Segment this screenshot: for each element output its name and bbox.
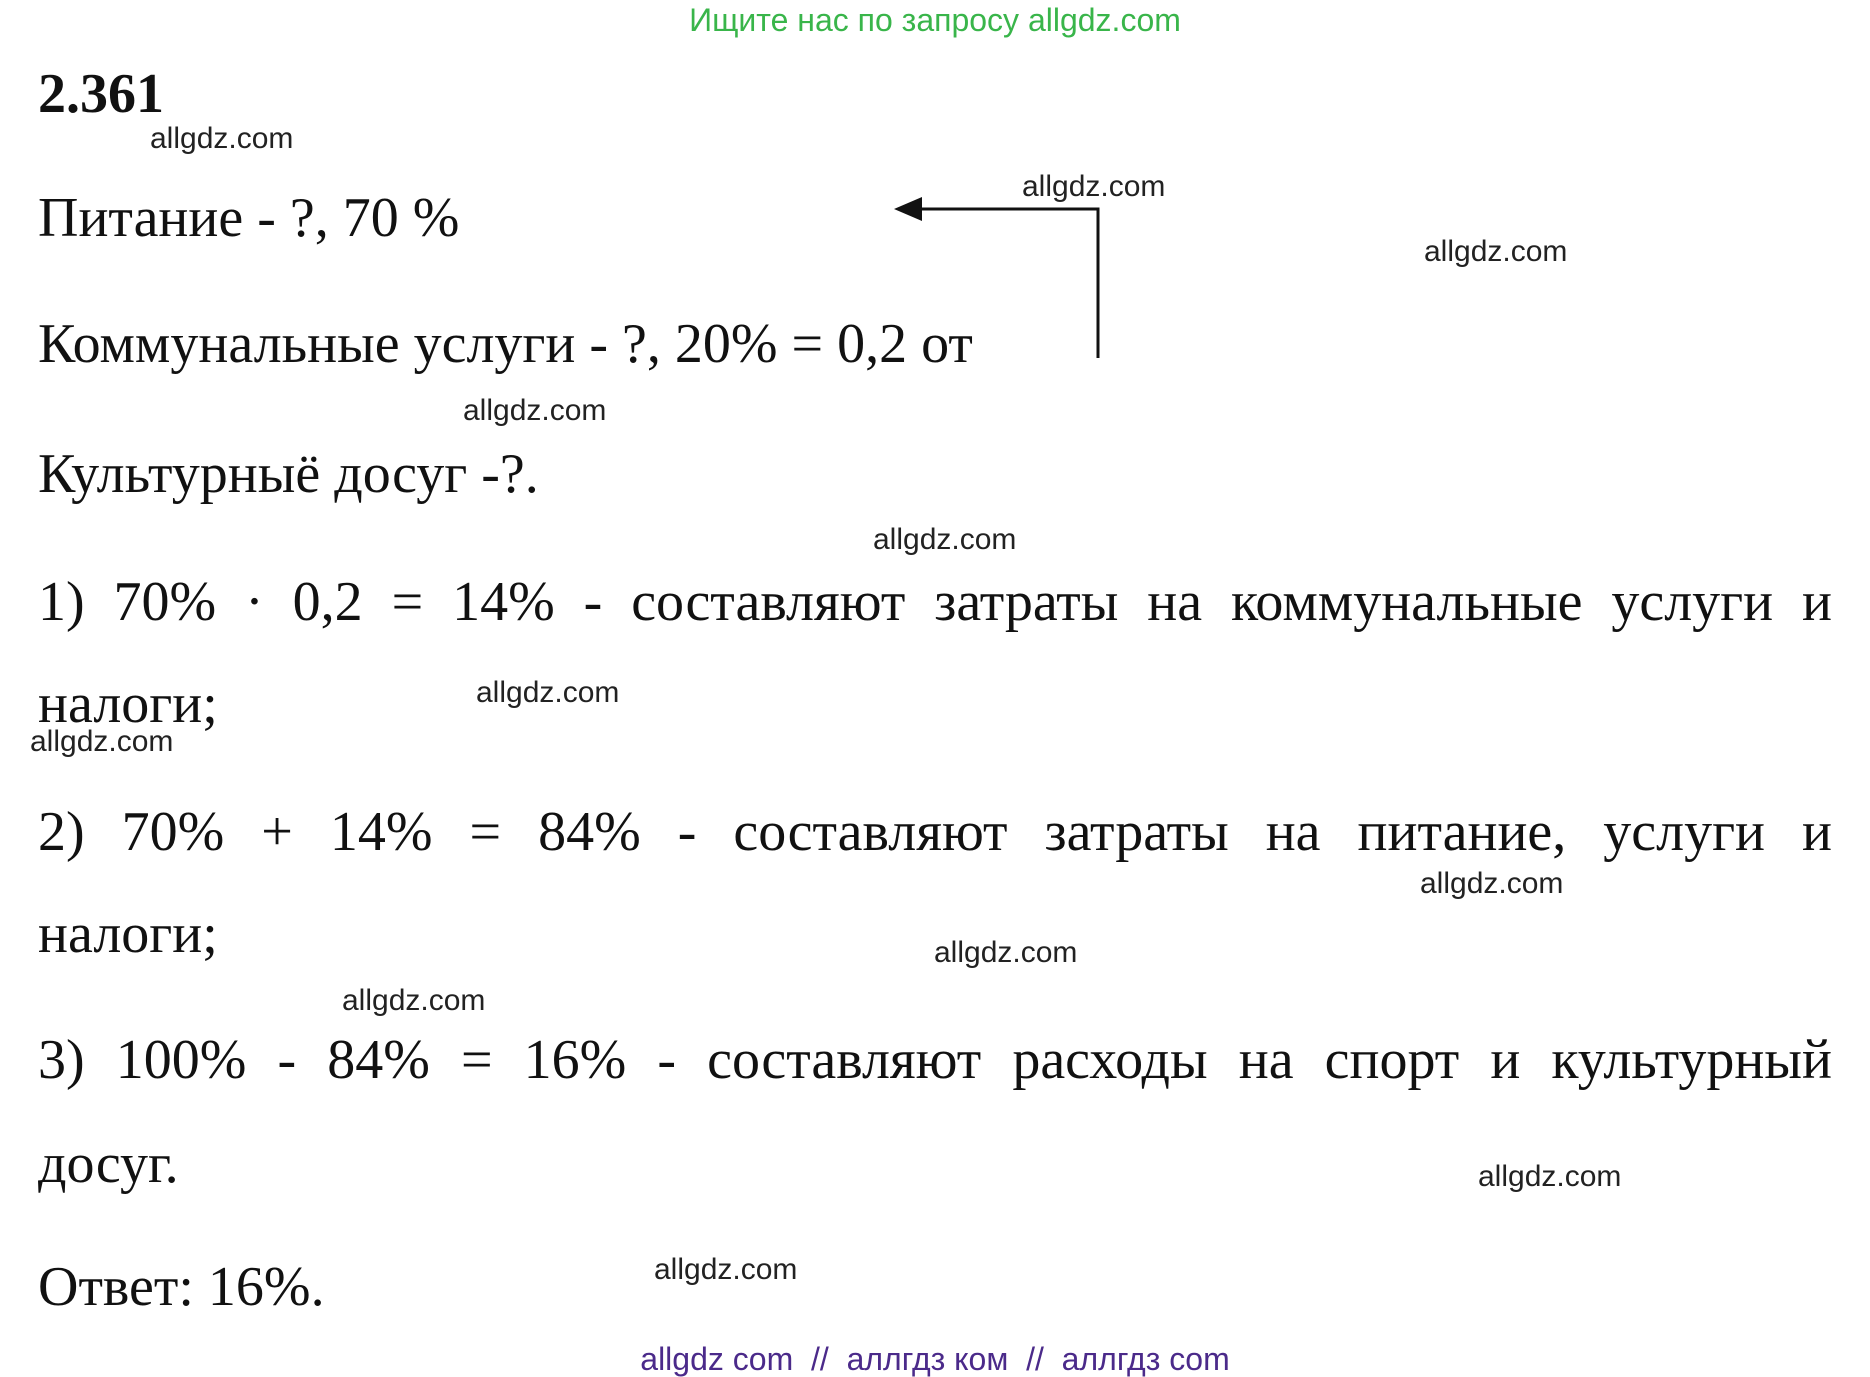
- given-leisure: Культурныё досуг -?.: [38, 443, 539, 505]
- problem-number: 2.361: [38, 63, 164, 125]
- step-1-line-2: налоги;: [38, 673, 218, 735]
- watermark: allgdz.com: [463, 394, 607, 427]
- watermark: allgdz.com: [934, 936, 1078, 969]
- given-food: Питание - ?, 70 %: [38, 187, 460, 249]
- watermark: allgdz.com: [1022, 170, 1166, 203]
- step-2-line-2: налоги;: [38, 903, 218, 965]
- watermark: allgdz.com: [30, 725, 174, 758]
- given-utilities: Коммунальные услуги - ?, 20% = 0,2 от: [38, 313, 973, 375]
- step-1-line-1: 1) 70% · 0,2 = 14% - составляют затраты на коммунальные услуги и: [38, 571, 1832, 633]
- watermark: allgdz.com: [1424, 235, 1568, 268]
- step-3-line-2: досуг.: [38, 1133, 179, 1195]
- watermark: allgdz.com: [1420, 867, 1564, 900]
- watermark: allgdz.com: [150, 122, 294, 155]
- watermark: allgdz.com: [1478, 1160, 1622, 1193]
- watermark: allgdz.com: [342, 984, 486, 1017]
- watermark: allgdz.com: [654, 1253, 798, 1286]
- step-2-line-1: 2) 70% + 14% = 84% - составляют затраты на питание, услуги и: [38, 801, 1832, 863]
- watermark: allgdz.com: [476, 676, 620, 709]
- header-search-hint[interactable]: Ищите нас по запросу allgdz.com: [689, 2, 1181, 38]
- footer-links[interactable]: allgdz com // аллгдз ком // аллгдз com: [640, 1341, 1230, 1377]
- answer: Ответ: 16%.: [38, 1256, 325, 1318]
- step-3-line-1: 3) 100% - 84% = 16% - составляют расходы на спорт и культурный: [38, 1029, 1832, 1091]
- watermark: allgdz.com: [873, 523, 1017, 556]
